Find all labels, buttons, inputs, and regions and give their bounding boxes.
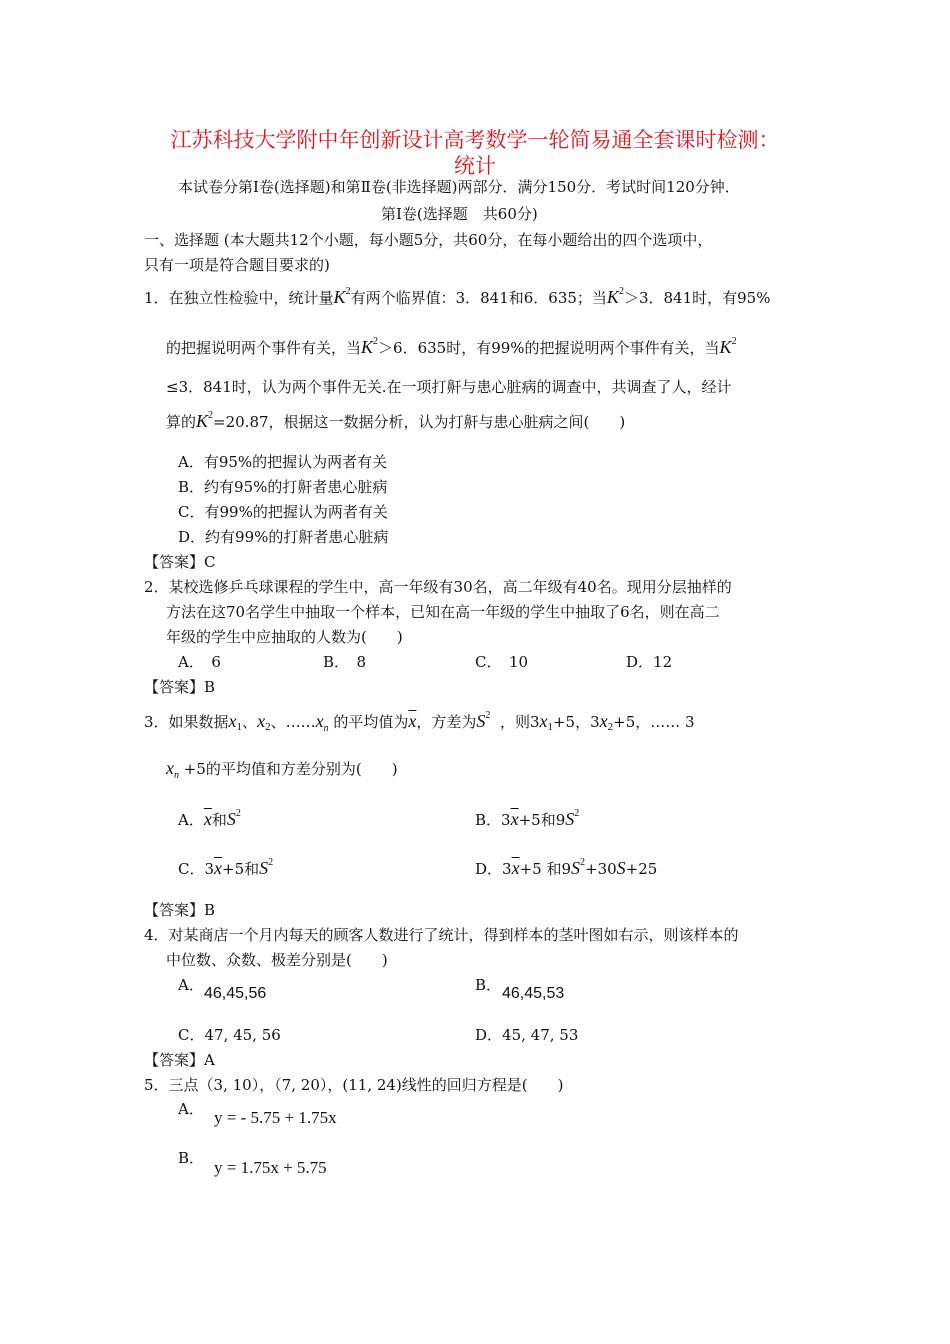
q1-option-a: A．有95%的把握认为两者有关 [178,453,388,471]
q5-line1: 5．三点（3, 10），（7, 20），(11, 24)线性的回归方程是( ) [144,1076,564,1094]
part1-heading: 第Ⅰ卷(选择题 共60分) [381,205,538,223]
q3-option-b: B．$3\overline{x}+5$和$9S^2$ [475,808,580,829]
q4-option-b-value: 46,45,53 [502,985,565,1002]
q1-option-d: D．约有99%的打鼾者患心脏病 [178,528,389,546]
section-instructions-2: 只有一项是符合题目要求的) [144,256,330,274]
q4-option-b-label: B． [475,976,502,994]
q4-line1: 4．对某商店一个月内每天的顾客人数进行了统计，得到样本的茎叶图如右示，则该样本的 [144,926,739,944]
q3-answer: 【答案】B [144,901,216,919]
q5-option-a-equation: y = - 5.75 + 1.75x [214,1108,337,1127]
title-line2: 统计 [454,154,496,178]
q4-option-d: D．45, 47, 53 [475,1026,579,1044]
q2-line1: 2．某校选修乒乓球课程的学生中，高一年级有30名，高二年级有40名。现用分层抽样的 [144,578,732,596]
q3-line2: $x_n +5$的平均值和方差分别为( ) [166,758,398,781]
q1-line1: 1．在独立性检验中，统计量$K^2$有两个临界值：3．841和6．635；当$K^2>3$．841时，有95% [144,286,771,307]
q2-answer: 【答案】B [144,678,216,696]
q1-line4: 算的$K^2=20.87$，根据这一数据分析，认为打鼾与患心脏病之间( ) [166,410,626,431]
q3-line1: 3．如果数据$x_1$、$x_2$、$\dots\dots x_n$ 的平均值为$\overline{x}$，方差为$S^2$ ，则$3x_1+5$，$3x_2+5$，…… 3 [144,710,695,734]
q1-line3: ≤3．841时，认为两个事件无关.在一项打鼾与患心脏病的调查中，共调查了人，经计 [166,378,732,396]
q2-option-b: B． 8 [323,653,367,671]
q5-option-b-equation: y = 1.75x + 5.75 [214,1158,327,1177]
x-bar-symbol: $\overline{x}$ [408,711,417,731]
q1-option-b: B．约有95%的打鼾者患心脏病 [178,478,388,496]
q5-option-a-label: A． [178,1100,204,1118]
q2-line2: 方法在这70名学生中抽取一个样本，已知在高一年级的学生中抽取了6名，则在高二 [166,603,720,621]
q1-option-c: C．有99%的把握认为两者有关 [178,503,388,521]
q4-line2: 中位数、众数、极差分别是( ) [166,951,388,969]
q3-option-d: D．$3\overline{x}+5$ 和$9S^2+30S+25$ [475,857,658,878]
q4-option-a-value: 46,45,56 [204,985,267,1002]
q4-option-c: C．47, 45, 56 [178,1026,281,1044]
q2-option-c: C． 10 [475,653,529,671]
section-instructions-1: 一、选择题 (本大题共12个小题，每小题5分，共60分，在每小题给出的四个选项中， [144,231,713,249]
q4-answer: 【答案】A [144,1051,215,1069]
q2-option-a: A． 6 [178,653,221,671]
q5-option-b-label: B． [178,1149,205,1167]
q2-option-d: D．12 [626,653,673,671]
q3-option-a: A．$\overline{x}$和$S^2$ [178,808,241,829]
q1-answer: 【答案】C [144,553,216,571]
q4-option-a-label: A． [178,976,204,994]
exam-intro: 本试卷分第Ⅰ卷(选择题)和第Ⅱ卷(非选择题)两部分．满分150分．考试时间120分钟． [178,178,740,196]
title-line1: 江苏科技大学附中年创新设计高考数学一轮简易通全套课时检测： [170,128,780,152]
q2-line3: 年级的学生中应抽取的人数为( ) [166,628,403,646]
q3-option-c: C．$3\overline{x}+5$和$S^2$ [178,857,274,878]
q1-line2: 的把握说明两个事件有关，当$K^2>6$．635时，有99%的把握说明两个事件有关，当$K^2$ [166,336,737,357]
